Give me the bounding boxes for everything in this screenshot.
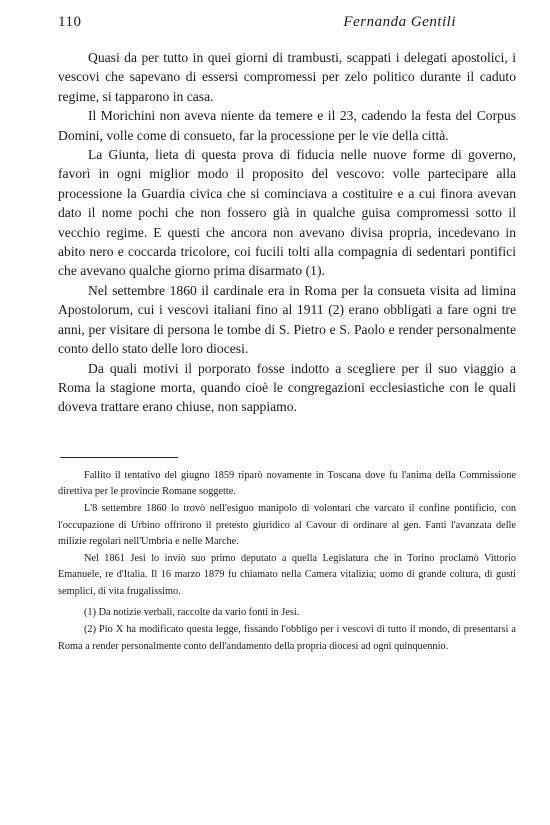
footnote-divider xyxy=(60,457,178,458)
body-paragraph: Quasi da per tutto in quei giorni di trambusti, scappati i delegati apostolici, i vescovi che sapevano di essersi compromessi per zelo politico durante il caduto regime, si tapparono in casa. xyxy=(58,50,516,104)
page-number: 110 xyxy=(58,14,82,30)
body-paragraph: Nel settembre 1860 il cardinale era in Roma per la consueta visita ad limina Apostolorum, cui i vescovi italiani fino al 1911 (2) erano obbligati a fare ogni tre anni, per visitare di persona le tombe di S. Pietro e S. Paolo e render personalmente conto dello stato delle loro diocesi. xyxy=(58,282,516,357)
body-paragraph: Da quali motivi il porporato fosse indotto a scegliere per il suo viaggio a Roma la stagione morta, quando cioè le congregazioni ecclesiastiche con le quali doveva trattare erano chiuse, non sappiamo. xyxy=(58,360,516,415)
body-paragraph: La Giunta, lieta di questa prova di fiducia nelle nuove forme di governo, favorì in ogni miglior modo il proposito del vescovo: volle partecipare alla processione la Guardia civica che si cominciava a costituire e a cui finora avevan dato il nome pochi che non fossero già in qualche guisa compromessi sotto il vecchio regime. E questi che ancora non avevano divisa propria, incedevano in abito nero e coccarda tricolore, coi fucili tolti alla compagnia di sedentari pontifici che avevano qualche giorno prima disarmato (1). xyxy=(58,147,516,279)
footnote: (2) Pio X ha modificato questa legge, fissando l'obbligo per i vescovi di tutto il mondo, di presentarsi a Roma a render personalmente conto dell'andamento della propria diocesi ad ogni quinquennio. xyxy=(58,624,516,652)
footnote: Fallito il tentativo del giugno 1859 riparò novamente in Toscana dove fu l'anima della Commissione direttiva per le provincie Romane soggette. xyxy=(58,469,516,498)
footnote: L'8 settembre 1860 lo trovò nell'esiguo manipolo di volontari che varcato il confine pontificio, con l'occupazione di Urbino offrirono il pretesto giuridico al Cavour di ordinare al gen. Fanti l'avanzata delle milizie regolari nell'Umbria e nelle Marche. xyxy=(58,502,516,548)
running-title: Fernanda Gentili xyxy=(343,14,456,30)
body-text xyxy=(58,48,516,417)
footnotes xyxy=(58,468,516,656)
page-header xyxy=(58,14,516,38)
body-paragraph: Il Morichini non aveva niente da temere e il 23, cadendo la festa del Corpus Domini, volle come di consueto, far la processione per le vie della città. xyxy=(58,108,516,143)
footnote: Nel 1861 Jesi lo inviò suo primo deputato a quella Legislatura che in Torino proclamò Vittorio Emanuele, re d'Italia. Il 16 marzo 1879 fu chiamato nella Camera vitalizia; uomo di grande coltura, di gusti semplici, di vita frugalissimo. xyxy=(58,552,516,597)
footnote: (1) Da notizie verbali, raccolte da vario fonti in Jesi. xyxy=(84,607,300,619)
